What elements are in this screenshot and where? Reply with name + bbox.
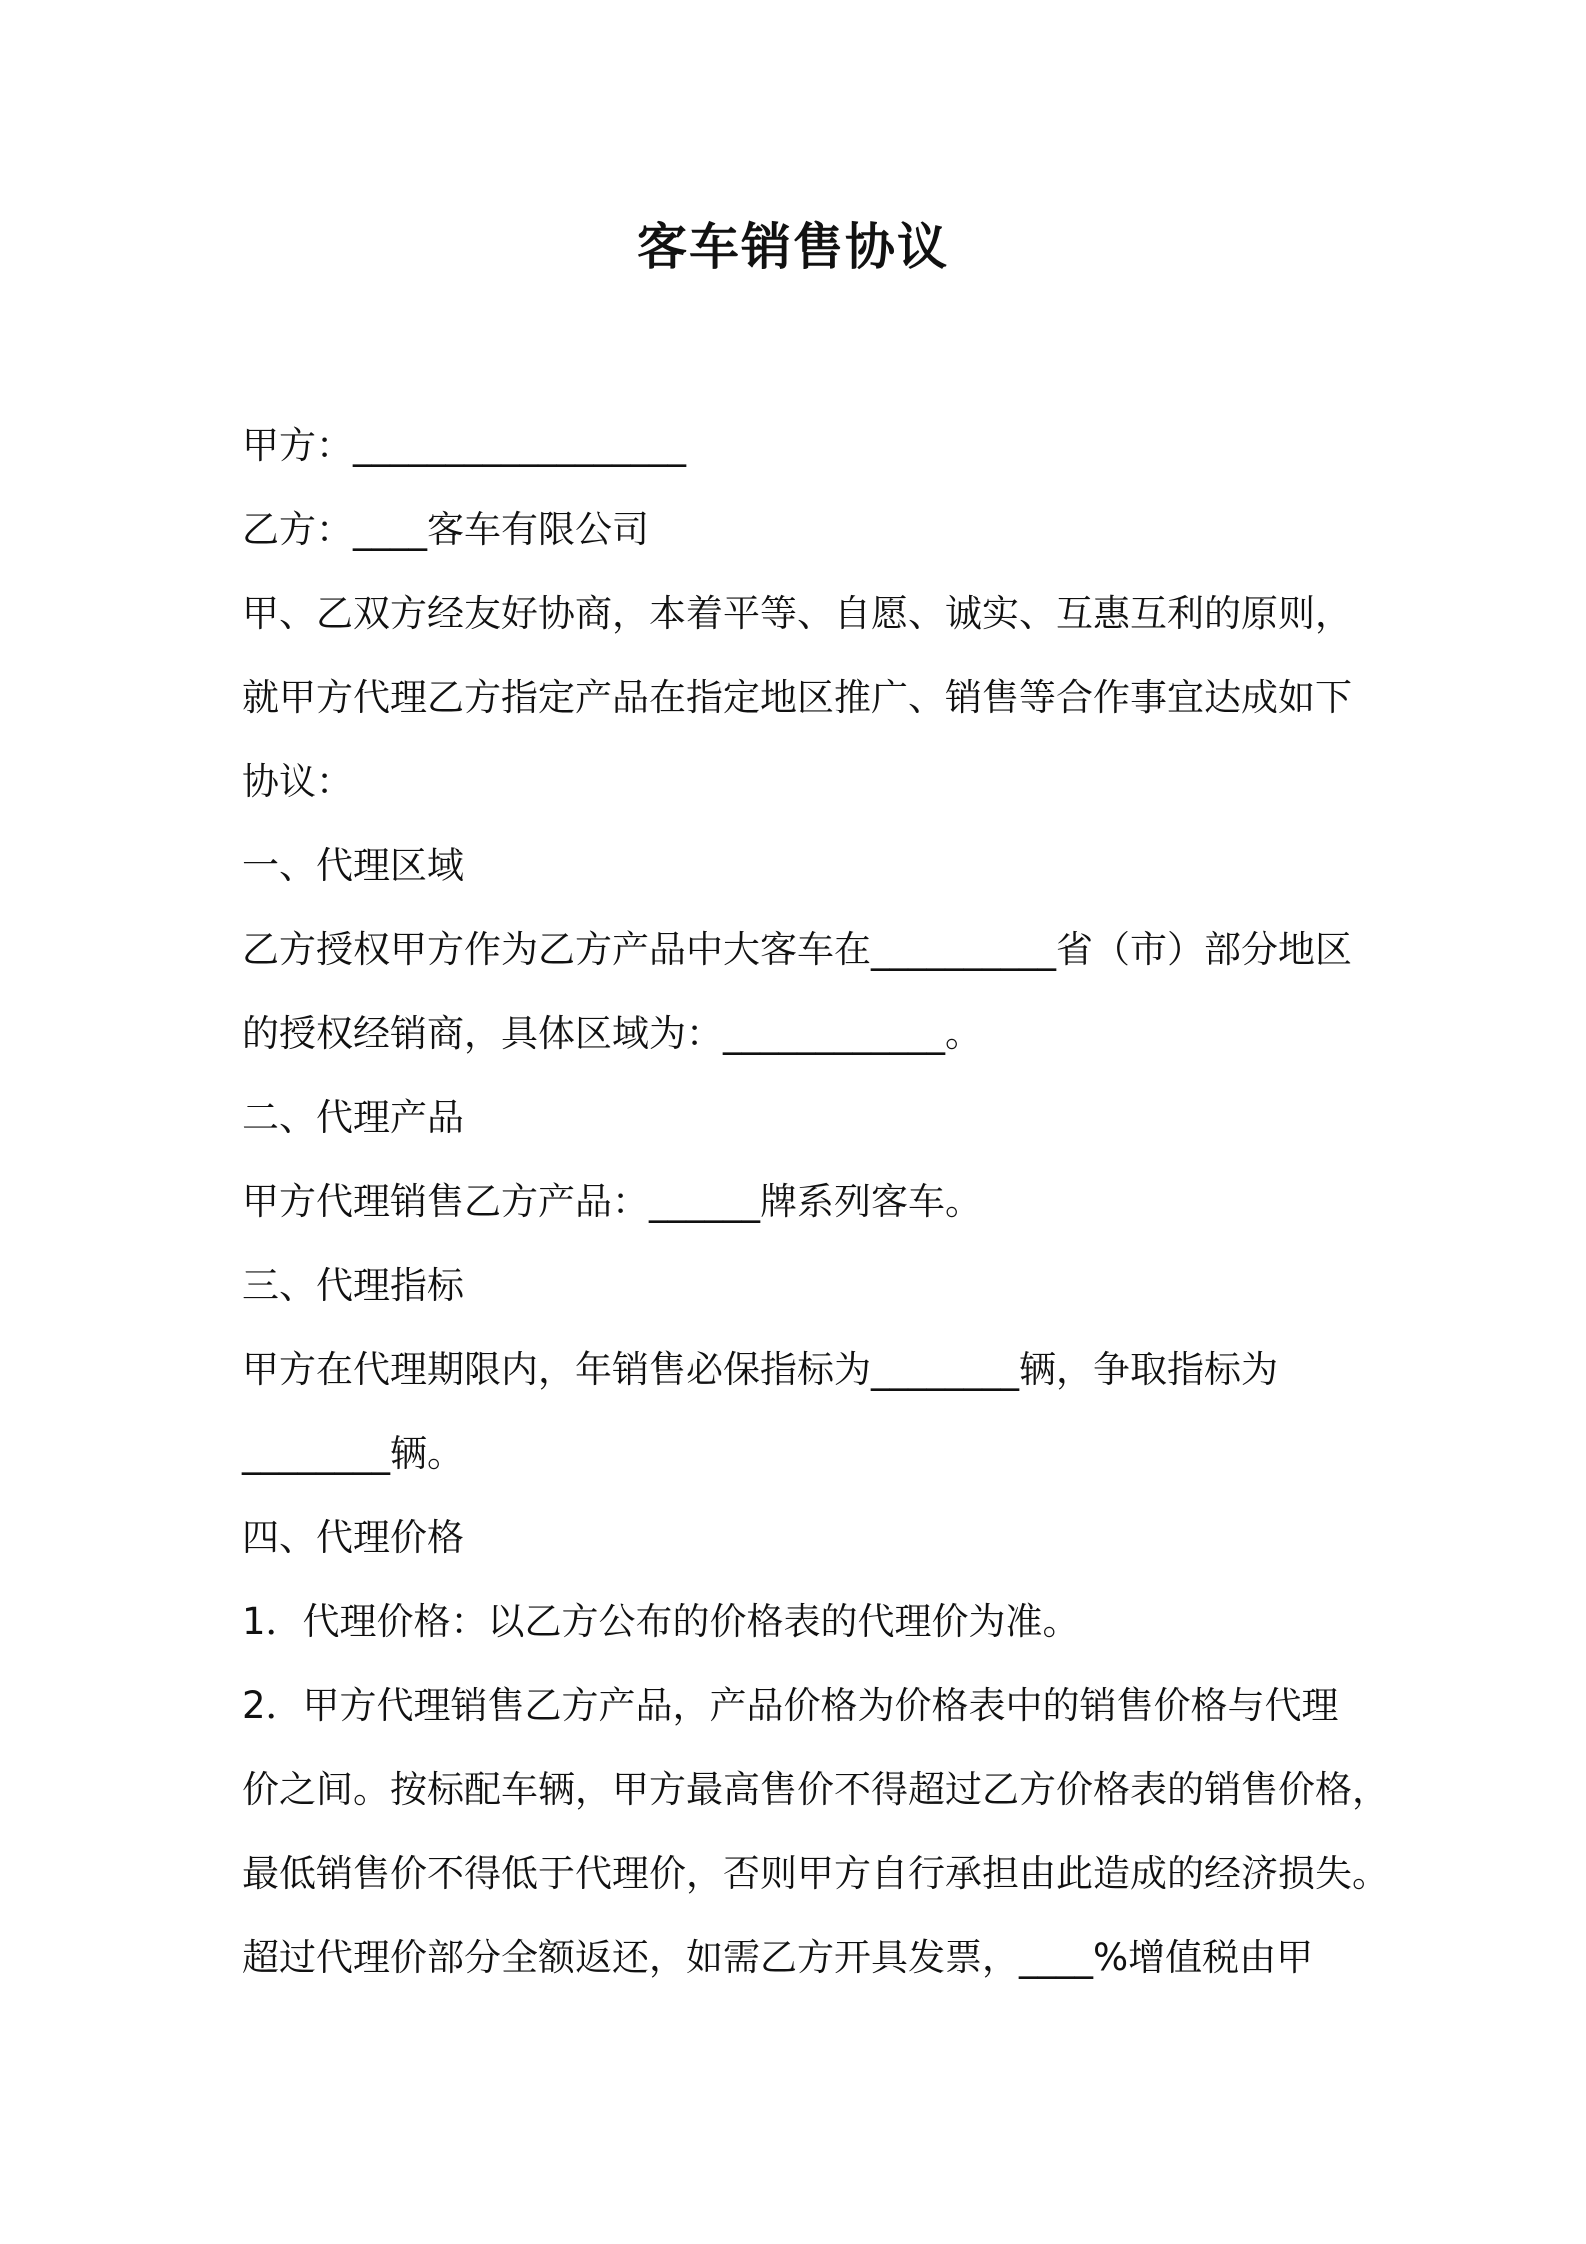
document-body xyxy=(242,404,1389,2000)
document-title: 客车销售协议 xyxy=(637,218,949,276)
intro-line: 协议： xyxy=(242,760,353,803)
section-text: 价之间。按标配车辆，甲方最高售价不得超过乙方价格表的销售价格， xyxy=(242,1768,1389,1811)
intro-line: 甲、乙双方经友好协商，本着平等、自愿、诚实、互惠互利的原则， xyxy=(242,592,1352,635)
section-text: 甲方在代理期限内，年销售必保指标为________辆，争取指标为 xyxy=(242,1348,1278,1391)
section-heading-agency-price: 四、代理价格 xyxy=(242,1516,464,1559)
party-b-line: 乙方：____客车有限公司 xyxy=(242,508,649,551)
section-text: 2．甲方代理销售乙方产品，产品价格为价格表中的销售价格与代理 xyxy=(242,1684,1339,1727)
intro-line: 就甲方代理乙方指定产品在指定地区推广、销售等合作事宜达成如下 xyxy=(242,676,1352,719)
section-text: 乙方授权甲方作为乙方产品中大客车在__________省（市）部分地区 xyxy=(242,928,1352,971)
section-text: ________辆。 xyxy=(242,1432,464,1475)
section-heading-agency-targets: 三、代理指标 xyxy=(242,1264,464,1307)
section-text: 超过代理价部分全额返还，如需乙方开具发票，____%增值税由甲 xyxy=(242,1936,1314,1979)
section-heading-agency-area: 一、代理区域 xyxy=(242,844,464,887)
section-text: 甲方代理销售乙方产品：______牌系列客车。 xyxy=(242,1180,982,1223)
party-a-line: 甲方：__________________ xyxy=(242,424,686,467)
section-heading-agency-products: 二、代理产品 xyxy=(242,1096,464,1139)
section-text: 1．代理价格：以乙方公布的价格表的代理价为准。 xyxy=(242,1600,1080,1643)
section-text: 最低销售价不得低于代理价，否则甲方自行承担由此造成的经济损失。 xyxy=(242,1852,1389,1895)
section-text: 的授权经销商，具体区域为：____________。 xyxy=(242,1012,982,1055)
